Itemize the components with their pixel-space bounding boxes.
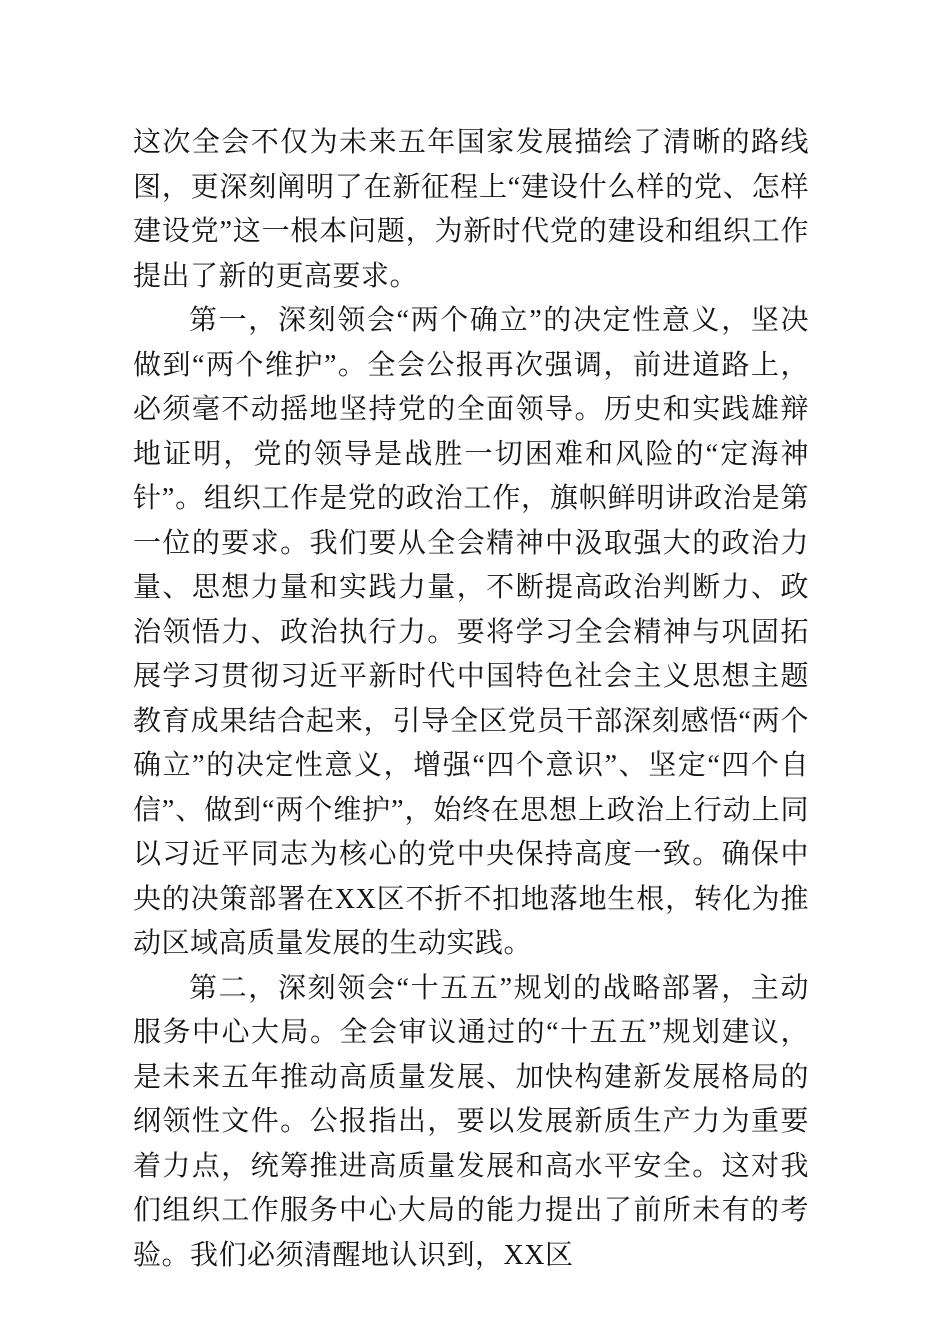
paragraph-point-one: 第一，深刻领会“两个确立”的决定性意义，坚决做到“两个维护”。全会公报再次强调，前进道路上，必须毫不动摇地坚持党的全面领导。历史和实践雄辩地证明，党的领导是战胜一切困难和风险的“定海神针”。组织工作是党的政治工作，旗帜鲜明讲政治是第一位的要求。我们要从全会精神中汲取强大的政治力量、思想力量和实践力量，不断提高政治判断力、政治领悟力、政治执行力。要将学习全会精神与巩固拓展学习贯彻习近平新时代中国特色社会主义思想主题教育成果结合起来，引导全区党员干部深刻感悟“两个确立”的决定性意义，增强“四个意识”、坚定“四个自信”、做到“两个维护”，始终在思想上政治上行动上同以习近平同志为核心的党中央保持高度一致。确保中央的决策部署在XX区不折不扣地落地生根，转化为推动区域高质量发展的生动实践。 — [133, 305, 809, 959]
paragraph-point-two: 第二，深刻领会“十五五”规划的战略部署，主动服务中心大局。全会审议通过的“十五五”规划建议，是未来五年推动高质量发展、加快构建新发展格局的纲领性文件。公报指出，要以发展新质生产力为重要着力点，统筹推进高质量发展和高水平安全。这对我们组织工作服务中心大局的能力提出了前所未有的考验。我们必须清醒地认识到，XX区 — [133, 972, 809, 1271]
document-page — [133, 121, 809, 1278]
paragraph-continuation: 这次全会不仅为未来五年国家发展描绘了清晰的路线图，更深刻阐明了在新征程上“建设什么样的党、怎样建设党”这一根本问题，为新时代党的建设和组织工作提出了新的更高要求。 — [133, 127, 809, 292]
